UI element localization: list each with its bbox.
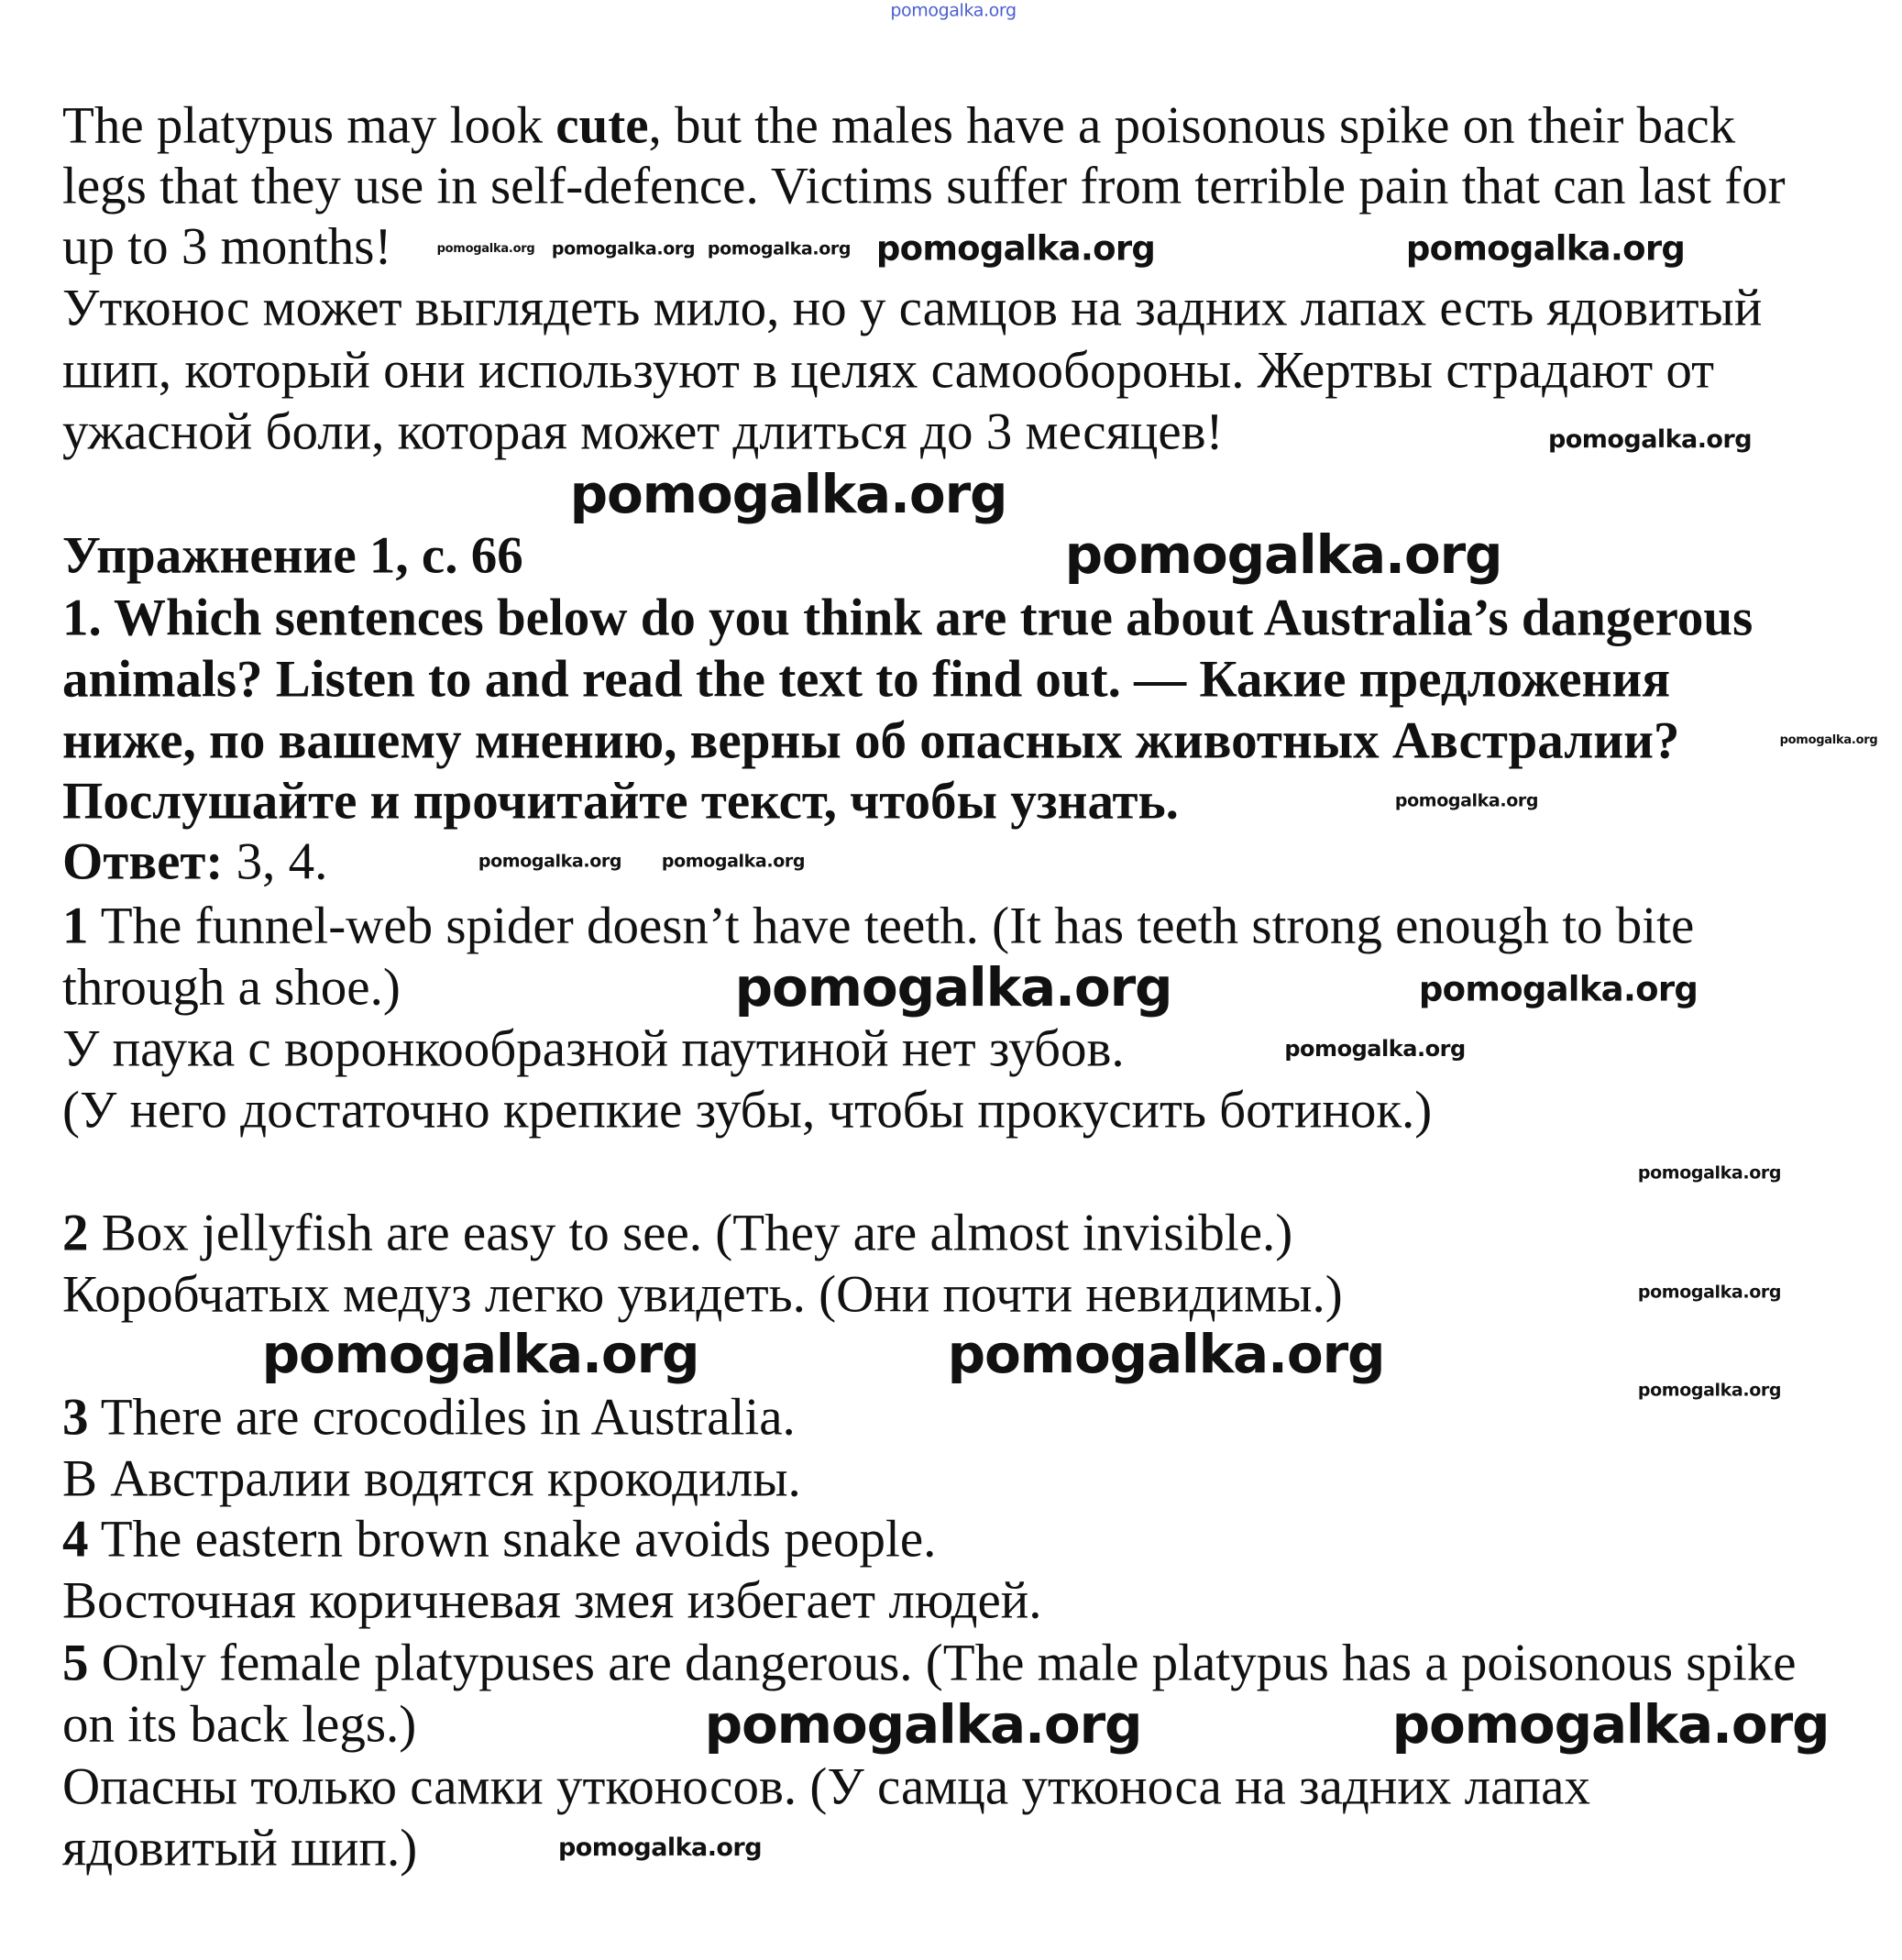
watermark: pomogalka.org (1391, 1693, 1830, 1756)
item-number: 5 (62, 1634, 89, 1692)
watermark: pomogalka.org (734, 956, 1172, 1019)
item-line (62, 1387, 796, 1448)
text: The funnel-web spider doesn’t have teeth. (It has teeth strong enough to bite (88, 897, 1695, 955)
watermark: pomogalka.org (478, 851, 622, 872)
item-line: Коробчатых медуз легко увидеть. (Они почти невидимы.) (62, 1265, 1343, 1324)
watermark: pomogalka.org (1418, 969, 1699, 1009)
intro-ru-line: Утконос может выглядеть мило, но у самцов на задних лапах есть ядовитый (62, 279, 1763, 337)
watermark: pomogalka.org (1637, 1282, 1782, 1303)
watermark: pomogalka.org (1394, 790, 1539, 811)
task-line: 1. Which sentences below do you think are true about Australia’s dangerous (62, 589, 1754, 647)
answer-label: Ответ: (62, 832, 224, 891)
text: Only female platypuses are dangerous. (The male platypus has a poisonous spike (88, 1634, 1797, 1692)
bold-word: cute (555, 96, 649, 155)
intro-ru-line: ужасной боли, которая может длиться до 3 месяцев! (62, 402, 1224, 461)
item-line: on its back legs.) (62, 1695, 417, 1754)
item-line: Опасны только самки утконосов. (У самца утконоса на задних лапах (62, 1757, 1590, 1816)
item-line (62, 896, 1694, 957)
item-line: through a shoe.) (62, 958, 401, 1017)
watermark: pomogalka.org (1405, 228, 1686, 269)
item-number: 3 (62, 1388, 89, 1447)
exercise-title: Упражнение 1, с. 66 (62, 526, 523, 585)
item-line: Восточная коричневая змея избегает людей. (62, 1571, 1042, 1630)
watermark: pomogalka.org (1548, 425, 1752, 455)
text: The eastern brown snake avoids people. (88, 1510, 937, 1569)
intro-en-line (62, 95, 1735, 157)
task-line: ниже, по вашему мнению, верны об опасных животных Австралии? (62, 711, 1680, 770)
item-line (62, 1633, 1797, 1694)
answer (62, 831, 327, 893)
item-number: 4 (62, 1510, 89, 1569)
intro-en-line: legs that they use in self-defence. Victims suffer from terrible pain that can last for (62, 157, 1786, 215)
watermark: pomogalka.org (704, 1693, 1142, 1756)
answer-value: 3, 4. (223, 832, 328, 891)
watermark: pomogalka.org (1064, 523, 1502, 587)
watermark: pomogalka.org (1284, 1035, 1466, 1062)
watermark: pomogalka.org (707, 238, 852, 259)
item-number: 2 (62, 1204, 89, 1262)
item-line (62, 1203, 1292, 1264)
watermark: pomogalka.org (1637, 1380, 1782, 1401)
text: There are crocodiles in Australia. (88, 1388, 796, 1447)
text: The platypus may look (62, 96, 556, 155)
text: , but the males have a poisonous spike on their back (648, 96, 1736, 155)
watermark: pomogalka.org (551, 238, 696, 259)
item-line: У паука с воронкообразной паутиной нет зубов. (62, 1019, 1125, 1078)
watermark: pomogalka.org (261, 1323, 699, 1386)
watermark: pomogalka.org (436, 241, 535, 256)
item-line: (У него достаточно крепкие зубы, чтобы прокусить ботинок.) (62, 1081, 1433, 1140)
watermark: pomogalka.org (1637, 1162, 1782, 1184)
text: Box jellyfish are easy to see. (They are almost invisible.) (88, 1204, 1293, 1262)
item-line: В Австралии водятся крокодилы. (62, 1449, 801, 1508)
watermark: pomogalka.org (569, 463, 1007, 526)
intro-en-line: up to 3 months! (62, 217, 392, 276)
watermark: pomogalka.org (1779, 732, 1878, 747)
item-number: 1 (62, 897, 89, 955)
task-line: animals? Listen to and read the text to find out. — Какие предложения (62, 650, 1671, 709)
watermark: pomogalka.org (661, 851, 806, 872)
watermark: pomogalka.org (558, 1833, 762, 1863)
watermark: pomogalka.org (875, 228, 1156, 269)
task-line: Послушайте и прочитайте текст, чтобы узнать. (62, 772, 1179, 831)
item-line: ядовитый шип.) (62, 1819, 418, 1877)
watermark: pomogalka.org (890, 0, 1017, 21)
item-line (62, 1509, 936, 1570)
intro-ru-line: шип, который они используют в целях самообороны. Жертвы страдают от (62, 341, 1715, 400)
watermark: pomogalka.org (947, 1323, 1385, 1386)
